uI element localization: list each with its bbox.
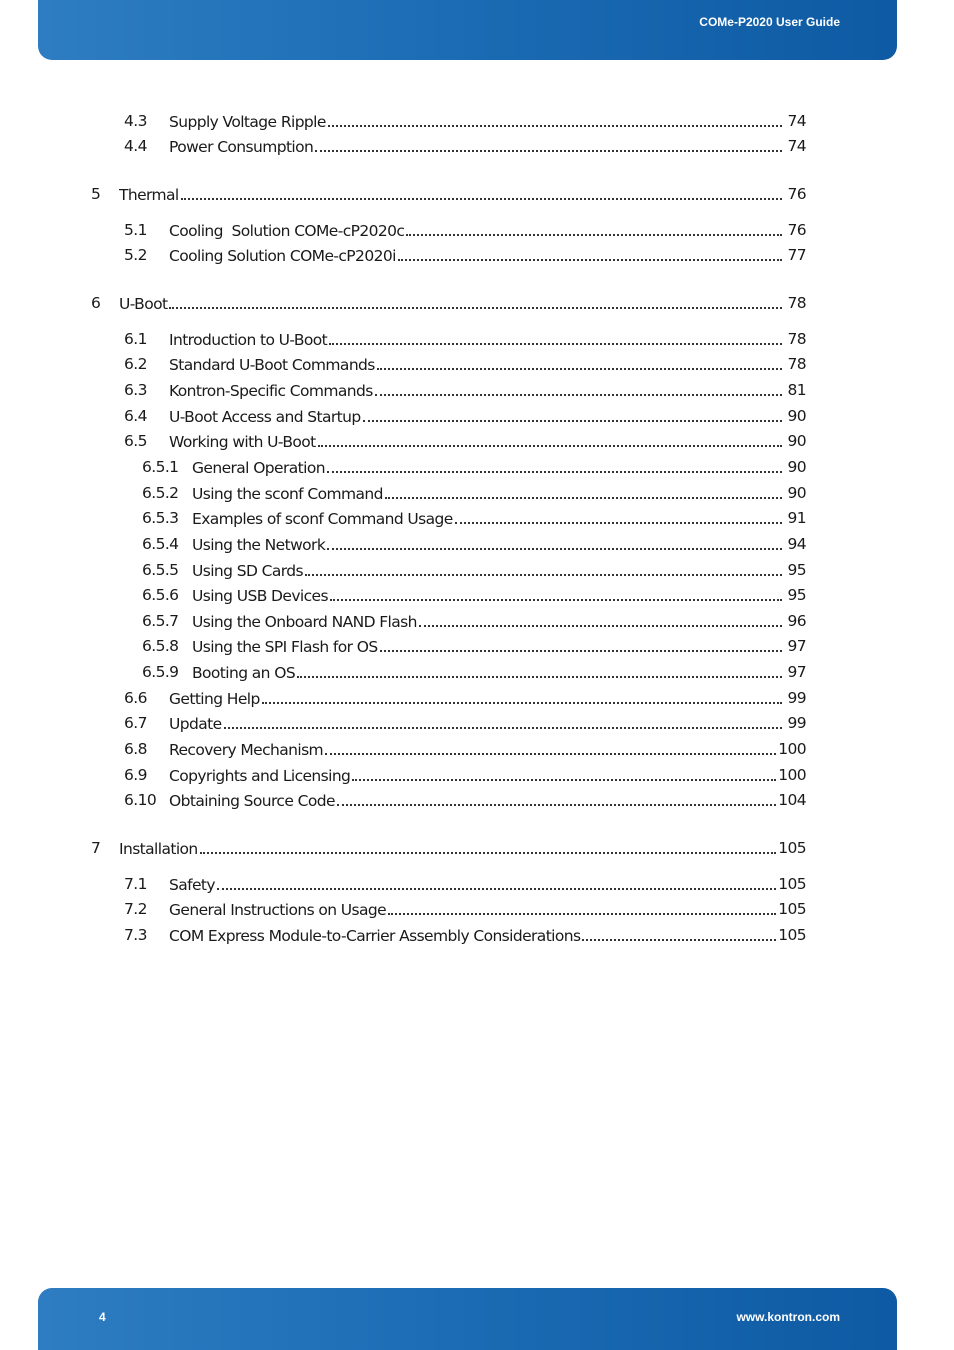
toc-entry-number: 6.7 bbox=[124, 714, 147, 732]
toc-entry[interactable] bbox=[0, 559, 954, 581]
toc-entry-title: Introduction to U-Boot bbox=[169, 331, 328, 349]
toc-entry[interactable] bbox=[0, 610, 954, 632]
page-number: 4 bbox=[99, 1310, 106, 1324]
toc-entry-title: Update bbox=[169, 715, 222, 733]
toc-entry-number: 6.5.9 bbox=[142, 663, 179, 681]
document-title: COMe-P2020 User Guide bbox=[699, 15, 840, 29]
toc-entry[interactable] bbox=[0, 924, 954, 946]
toc-entry-title: U-Boot Access and Startup bbox=[169, 408, 361, 426]
dot-leader bbox=[315, 135, 782, 152]
toc-entry-number: 6.8 bbox=[124, 740, 147, 758]
toc-entry-title: Thermal bbox=[119, 186, 179, 204]
toc-entry-page: 90 bbox=[787, 407, 806, 425]
toc-entry-page: 95 bbox=[787, 561, 806, 579]
dot-leader bbox=[262, 687, 782, 704]
dot-leader bbox=[352, 764, 776, 781]
toc-entry-number: 6.5.7 bbox=[142, 612, 179, 630]
toc-entry[interactable] bbox=[0, 661, 954, 683]
toc-entry-number: 6.5.8 bbox=[142, 637, 179, 655]
toc-entry[interactable] bbox=[0, 898, 954, 920]
toc-entry-page: 94 bbox=[787, 535, 806, 553]
toc-entry-number: 6.1 bbox=[124, 330, 147, 348]
dot-leader bbox=[297, 661, 782, 678]
toc-entry-page: 97 bbox=[787, 663, 806, 681]
toc-entry-title: Standard U-Boot Commands bbox=[169, 356, 375, 374]
toc-entry-title: Using the sconf Command bbox=[192, 485, 383, 503]
toc-entry-title: Kontron-Specific Commands bbox=[169, 382, 373, 400]
toc-entry-number: 6.3 bbox=[124, 381, 147, 399]
dot-leader bbox=[455, 507, 782, 524]
dot-leader bbox=[327, 533, 782, 550]
toc-entry-page: 99 bbox=[787, 689, 806, 707]
toc-entry-number: 6.5.6 bbox=[142, 586, 179, 604]
toc-entry-page: 104 bbox=[778, 791, 806, 809]
toc-entry-page: 91 bbox=[787, 509, 806, 527]
dot-leader bbox=[398, 244, 782, 261]
toc-entry-title: Using SD Cards bbox=[192, 562, 303, 580]
dot-leader bbox=[224, 712, 782, 729]
toc-entry-title: Getting Help bbox=[169, 690, 260, 708]
dot-leader bbox=[380, 635, 782, 652]
toc-entry-title: Installation bbox=[119, 840, 198, 858]
dot-leader bbox=[406, 219, 782, 236]
toc-entry[interactable] bbox=[0, 873, 954, 895]
toc-entry-title: General Operation bbox=[192, 459, 325, 477]
toc-entry-page: 100 bbox=[778, 740, 806, 758]
toc-entry-number: 7.3 bbox=[124, 926, 147, 944]
dot-leader bbox=[330, 584, 782, 601]
dot-leader bbox=[305, 559, 782, 576]
dot-leader bbox=[200, 837, 776, 854]
toc-entry-page: 78 bbox=[787, 330, 806, 348]
toc-entry-number: 6.9 bbox=[124, 766, 147, 784]
toc-entry-number: 6.2 bbox=[124, 355, 147, 373]
toc-entry-page: 96 bbox=[787, 612, 806, 630]
toc-entry[interactable] bbox=[0, 430, 954, 452]
toc-entry-number: 4.3 bbox=[124, 112, 147, 130]
toc-entry-number: 6.5.4 bbox=[142, 535, 179, 553]
toc-entry-number: 6.5 bbox=[124, 432, 147, 450]
toc-entry-number: 6.5.5 bbox=[142, 561, 179, 579]
toc-chapter[interactable] bbox=[0, 837, 954, 859]
toc-entry[interactable] bbox=[0, 533, 954, 555]
toc-entry-page: 76 bbox=[787, 185, 806, 203]
toc-entry[interactable] bbox=[0, 405, 954, 427]
toc-entry-page: 105 bbox=[778, 900, 806, 918]
toc-entry-number: 5.1 bbox=[124, 221, 147, 239]
toc-entry[interactable] bbox=[0, 584, 954, 606]
toc-entry-title: Power Consumption bbox=[169, 138, 314, 156]
toc-entry[interactable] bbox=[0, 789, 954, 811]
toc-entry[interactable] bbox=[0, 135, 954, 157]
toc-entry[interactable] bbox=[0, 219, 954, 241]
toc-entry[interactable] bbox=[0, 328, 954, 350]
toc-entry-number: 6.10 bbox=[124, 791, 157, 809]
toc-entry-number: 7.2 bbox=[124, 900, 147, 918]
toc-entry-page: 78 bbox=[787, 355, 806, 373]
dot-leader bbox=[318, 430, 782, 447]
dot-leader bbox=[388, 898, 776, 915]
toc-entry[interactable] bbox=[0, 110, 954, 132]
toc-entry[interactable] bbox=[0, 687, 954, 709]
toc-entry-page: 105 bbox=[778, 926, 806, 944]
toc-entry-number: 6.6 bbox=[124, 689, 147, 707]
toc-entry-page: 90 bbox=[787, 484, 806, 502]
toc-entry-number: 5 bbox=[91, 185, 101, 203]
dot-leader bbox=[169, 292, 782, 309]
toc-entry-number: 6.5.1 bbox=[142, 458, 179, 476]
toc-entry-title: Using the Network bbox=[192, 536, 326, 554]
toc-entry-number: 6 bbox=[91, 294, 101, 312]
toc-entry-number: 5.2 bbox=[124, 246, 147, 264]
toc-entry-page: 90 bbox=[787, 432, 806, 450]
toc-entry[interactable] bbox=[0, 379, 954, 401]
toc-entry-title: Using the SPI Flash for OS bbox=[192, 638, 378, 656]
dot-leader bbox=[582, 924, 776, 941]
dot-leader bbox=[385, 482, 782, 499]
toc-entry-number: 4.4 bbox=[124, 137, 147, 155]
dot-leader bbox=[377, 353, 782, 370]
page-footer bbox=[38, 1288, 897, 1350]
toc-entry-number: 6.5.3 bbox=[142, 509, 179, 527]
toc-entry-title: General Instructions on Usage bbox=[169, 901, 387, 919]
toc-chapter[interactable] bbox=[0, 292, 954, 314]
toc-entry-page: 81 bbox=[787, 381, 806, 399]
toc-entry-number: 7 bbox=[91, 839, 101, 857]
dot-leader bbox=[217, 873, 776, 890]
toc-entry-title: Safety bbox=[169, 876, 215, 894]
toc-entry-page: 105 bbox=[778, 875, 806, 893]
toc-entry-title: U-Boot bbox=[119, 295, 168, 313]
toc-entry[interactable] bbox=[0, 635, 954, 657]
toc-entry[interactable] bbox=[0, 456, 954, 478]
toc-entry-page: 77 bbox=[787, 246, 806, 264]
toc-entry[interactable] bbox=[0, 712, 954, 734]
toc-entry-title: Using the Onboard NAND Flash bbox=[192, 613, 417, 631]
toc-entry[interactable] bbox=[0, 482, 954, 504]
toc-entry-title: Using USB Devices bbox=[192, 587, 328, 605]
toc-entry-page: 100 bbox=[778, 766, 806, 784]
toc-entry-page: 99 bbox=[787, 714, 806, 732]
toc-entry[interactable] bbox=[0, 764, 954, 786]
toc-entry-title: Supply Voltage Ripple bbox=[169, 113, 326, 131]
toc-entry-page: 97 bbox=[787, 637, 806, 655]
toc-chapter[interactable] bbox=[0, 183, 954, 205]
toc-entry-page: 105 bbox=[778, 839, 806, 857]
toc-entry-page: 74 bbox=[787, 112, 806, 130]
toc-entry-page: 78 bbox=[787, 294, 806, 312]
toc-entry-title: Obtaining Source Code bbox=[169, 792, 335, 810]
toc-entry-number: 6.4 bbox=[124, 407, 147, 425]
toc-entry-title: Working with U-Boot bbox=[169, 433, 316, 451]
dot-leader bbox=[375, 379, 782, 396]
toc-entry-title: Copyrights and Licensing bbox=[169, 767, 351, 785]
toc-entry-title: Cooling Solution COMe-cP2020c bbox=[169, 222, 405, 240]
toc-entry-page: 74 bbox=[787, 137, 806, 155]
toc-entry[interactable] bbox=[0, 244, 954, 266]
toc-entry-page: 95 bbox=[787, 586, 806, 604]
toc-entry[interactable] bbox=[0, 507, 954, 529]
dot-leader bbox=[325, 738, 776, 755]
toc-entry-number: 6.5.2 bbox=[142, 484, 179, 502]
website-link[interactable]: www.kontron.com bbox=[736, 1310, 840, 1324]
dot-leader bbox=[327, 456, 782, 473]
dot-leader bbox=[337, 789, 776, 806]
toc-entry[interactable] bbox=[0, 738, 954, 760]
toc-entry-title: Recovery Mechanism bbox=[169, 741, 324, 759]
toc-entry-page: 90 bbox=[787, 458, 806, 476]
dot-leader bbox=[328, 110, 782, 127]
dot-leader bbox=[329, 328, 782, 345]
toc-entry[interactable] bbox=[0, 353, 954, 375]
toc-entry-title: Examples of sconf Command Usage bbox=[192, 510, 453, 528]
toc-entry-number: 7.1 bbox=[124, 875, 147, 893]
toc-entry-page: 76 bbox=[787, 221, 806, 239]
toc-entry-title: COM Express Module-to-Carrier Assembly Considerations bbox=[169, 927, 581, 945]
toc-entry-title: Booting an OS bbox=[192, 664, 296, 682]
toc-entry-title: Cooling Solution COMe-cP2020i bbox=[169, 247, 396, 265]
dot-leader bbox=[419, 610, 782, 627]
dot-leader bbox=[363, 405, 782, 422]
dot-leader bbox=[181, 183, 782, 200]
